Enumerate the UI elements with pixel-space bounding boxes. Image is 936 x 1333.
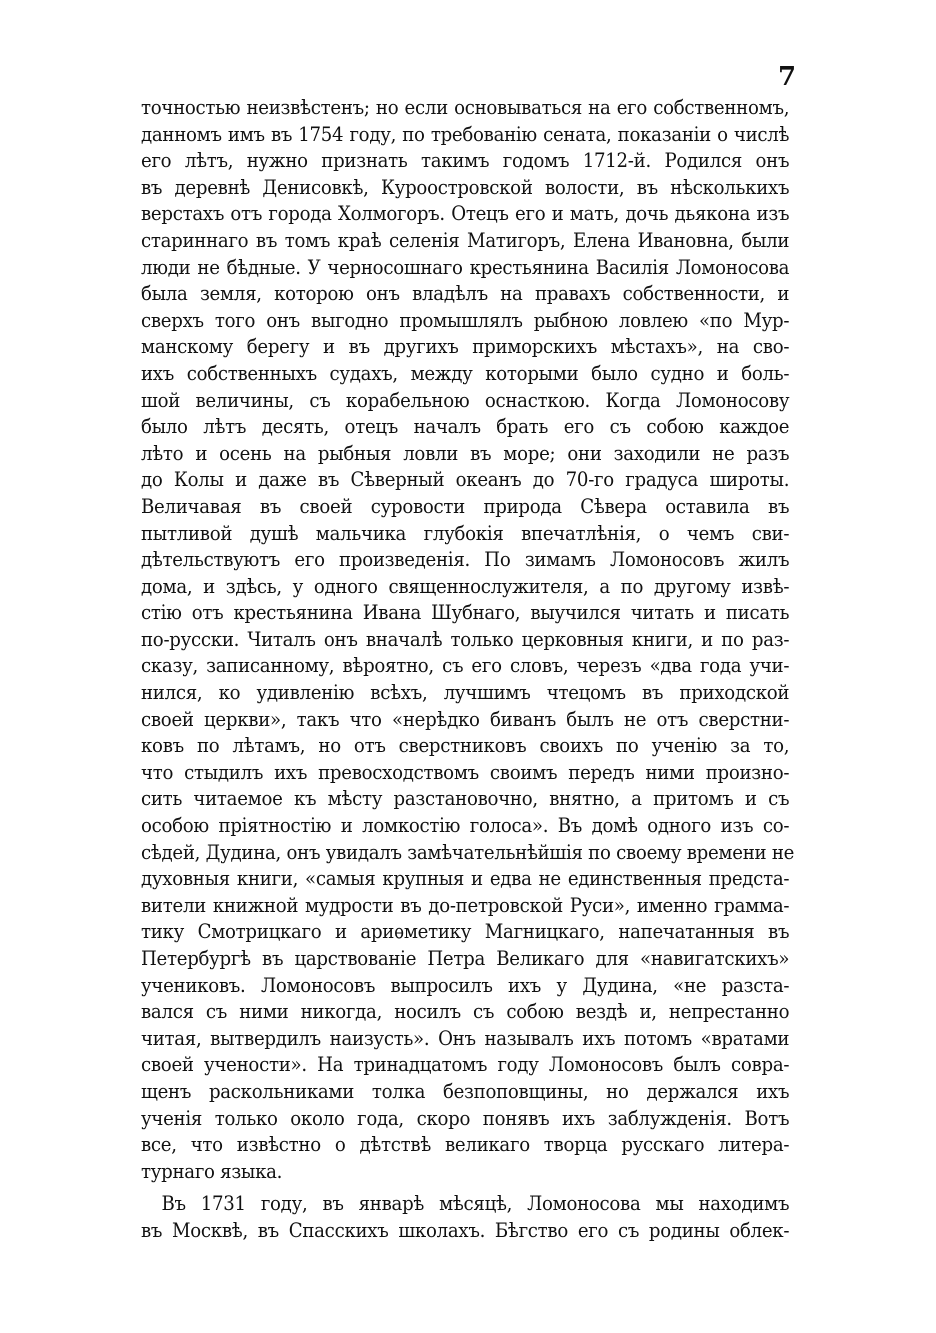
text-line: сить читаемое къ мѣсту разстановочно, внятно, а притомъ и съ	[141, 787, 790, 811]
text-line: его лѣтъ, нужно признать такимъ годомъ 1712-й. Родился онъ	[141, 149, 790, 173]
text-line: что стыдилъ ихъ превосходствомъ своимъ передъ ними произно-	[141, 760, 790, 784]
text-line: Въ 1731 году, въ январѣ мѣсяцѣ, Ломоносова мы находимъ	[161, 1192, 790, 1216]
text-line: дома, и здѣсь, у одного священнослужителя, а по другому извѣ-	[141, 574, 790, 598]
text-line: духовныя книги, «самыя крупныя и едва не единственныя предста-	[141, 867, 790, 891]
text-line: шой величины, съ корабельною оснасткою. Когда Ломоносову	[141, 388, 790, 412]
text-line: вался съ ними никогда, носилъ съ собою вездѣ и, непрестанно	[141, 1000, 790, 1024]
text-line: дѣтельствуютъ его произведенія. По зимамъ Ломоносовъ жилъ	[141, 548, 790, 572]
text-line: учениковъ. Ломоносовъ выпросилъ ихъ у Дудина, «не разста-	[141, 973, 790, 997]
page-number: 7	[778, 62, 797, 92]
text-line: ковъ по лѣтамъ, но отъ сверстниковъ своихъ по ученію за то,	[141, 734, 790, 758]
text-line: стію отъ крестьянина Ивана Шубнаго, выучился читать и писать	[141, 601, 790, 625]
text-line: ученія только около года, скоро понявъ ихъ заблужденія. Вотъ	[141, 1106, 790, 1130]
text-line: своей учености». На тринадцатомъ году Ломоносовъ былъ совра-	[141, 1053, 790, 1077]
text-line: пытливой душѣ мальчика глубокія впечатлѣнія, о чемъ сви-	[141, 521, 790, 545]
text-line: сверхъ того онъ выгодно промышлялъ рыбною ловлею «по Мур-	[141, 308, 790, 332]
text-line: вители книжной мудрости въ до-петровской Руси», именно грамма-	[141, 893, 790, 917]
text-line: нился, ко удивленію всѣхъ, лучшимъ чтецомъ въ приходской	[141, 681, 790, 705]
text-line: въ Москвѣ, въ Спасскихъ школахъ. Бѣгство его съ родины облек-	[141, 1218, 790, 1242]
text-line: по-русски. Читалъ онъ вначалѣ только церковныя книги, и по раз-	[141, 627, 790, 651]
text-line: въ деревнѣ Денисовкѣ, Куроостровской волости, въ нѣсколькихъ	[141, 175, 790, 199]
text-line: щенъ раскольниками толка безпоповщины, но держался ихъ	[141, 1079, 790, 1103]
text-line: манскому берегу и въ другихъ приморскихъ мѣстахъ», на сво-	[141, 335, 790, 359]
text-line: тику Смотрицкаго и ариѳметику Магницкаго, напечатанныя въ	[141, 920, 790, 944]
text-line: турнаго языка.	[141, 1159, 283, 1183]
body-text	[141, 95, 795, 1245]
text-line: особою пріятностію и ломкостію голоса». Въ домѣ одного изъ со-	[141, 814, 790, 838]
text-line: Петербургѣ въ царствованіе Петра Великаго для «навигатскихъ»	[141, 947, 790, 970]
text-line: данномъ имъ въ 1754 году, по требованію сената, показаніи о числѣ	[141, 122, 790, 146]
text-line: до Колы и даже въ Сѣверный океанъ до 70-го градуса широты.	[141, 468, 790, 492]
text-line: верстахъ отъ города Холмогоръ. Отецъ его и мать, дочь дьякона изъ	[141, 202, 790, 226]
text-line: все, что извѣстно о дѣтствѣ великаго творца русскаго литера-	[141, 1133, 790, 1157]
text-line: лѣто и осень на рыбныя ловли въ море; они заходили не разъ	[141, 441, 790, 465]
text-line: Величавая въ своей суровости природа Сѣвера оставила въ	[141, 494, 790, 518]
text-line: была земля, которою онъ владѣлъ на правахъ собственности, и	[141, 282, 790, 306]
text-line: своей церкви», такъ что «нерѣдко биванъ былъ не отъ сверстни-	[141, 707, 790, 731]
text-line: читая, вытвердилъ наизусть». Онъ называлъ ихъ потомъ «вратами	[141, 1026, 790, 1050]
text-line: люди не бѣдные. У черносошнаго крестьянина Василія Ломоносова	[141, 255, 790, 279]
text-line: точностью неизвѣстенъ; но если основываться на его собственномъ,	[141, 96, 790, 119]
text-line: было лѣтъ десять, отецъ началъ брать его съ собою каждое	[141, 415, 790, 439]
text-line: стариннаго въ томъ краѣ селенія Матигоръ, Елена Ивановна, были	[141, 228, 790, 252]
text-line: ихъ собственныхъ судахъ, между которыми было судно и боль-	[141, 361, 790, 385]
text-line: сказу, записанному, вѣроятно, съ его словъ, черезъ «два года учи-	[141, 654, 790, 678]
text-line: сѣдей, Дудина, онъ увидалъ замѣчательнѣйшія по своему времени не	[141, 840, 795, 864]
